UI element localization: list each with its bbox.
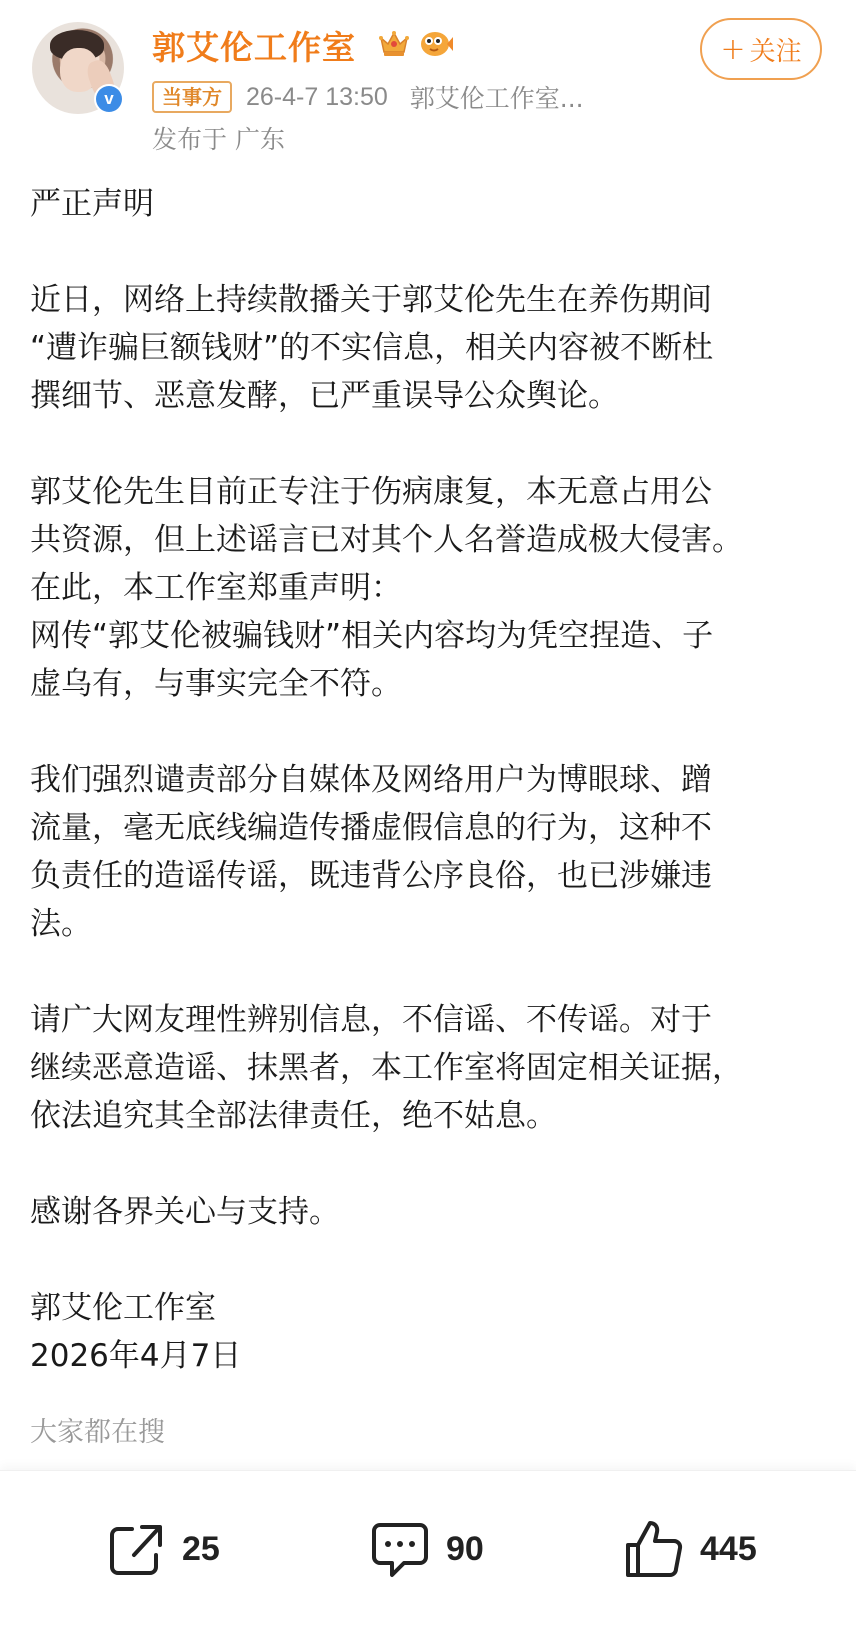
post-content <box>30 180 830 1380</box>
thanks-line: 感谢各界关心与支持。 <box>30 1194 340 1230</box>
share-button[interactable] <box>104 1511 220 1587</box>
statement-title: 严正声明 <box>30 186 154 222</box>
statement-date: 2026年4月7日 <box>30 1338 242 1374</box>
plus-icon: + <box>720 31 746 67</box>
post-location: 发布于 广东 <box>152 125 285 154</box>
post-header <box>0 0 856 160</box>
post-time: 26-4-7 13:50 <box>246 82 388 111</box>
like-icon <box>622 1517 686 1581</box>
paragraph-line: 依法追究其全部法律责任，绝不姑息。 <box>30 1098 557 1134</box>
paragraph-line: 共资源，但上述谣言已对其个人名誉造成极大侵害。 <box>30 522 743 558</box>
verified-icon <box>94 84 124 114</box>
action-bar <box>0 1470 856 1627</box>
trending-search-hint[interactable]: 大家都在搜 <box>30 1417 165 1448</box>
share-count: 25 <box>182 1529 220 1568</box>
paragraph-line: 虚乌有，与事实完全不符。 <box>30 666 402 702</box>
post-meta <box>152 80 584 114</box>
paragraph-line: 近日，网络上持续散播关于郭艾伦先生在养伤期间 <box>30 282 712 318</box>
paragraph-line: “遭诈骗巨额钱财”的不实信息，相关内容被不断杜 <box>30 330 714 366</box>
paragraph-line: 请广大网友理性辨别信息，不信谣、不传谣。对于 <box>30 1002 712 1038</box>
paragraph-line: 撰细节、恶意发酵，已严重误导公众舆论。 <box>30 378 619 414</box>
comment-count: 90 <box>446 1529 484 1568</box>
paragraph-line: 继续恶意造谣、抹黑者，本工作室将固定相关证据， <box>30 1050 743 1086</box>
paragraph-line: 郭艾伦先生目前正专注于伤病康复，本无意占用公 <box>30 474 712 510</box>
paragraph-line: 我们强烈谴责部分自媒体及网络用户为博眼球、蹭 <box>30 762 712 798</box>
like-count: 445 <box>700 1529 757 1568</box>
paragraph-line: 流量，毫无底线编造传播虚假信息的行为，这种不 <box>30 810 712 846</box>
fish-emoji-icon <box>418 26 454 60</box>
paragraph-line: 在此，本工作室郑重声明： <box>30 570 402 606</box>
paragraph-line: 负责任的造谣传谣，既违背公序良俗，也已涉嫌违 <box>30 858 712 894</box>
share-icon <box>104 1517 168 1581</box>
like-button[interactable] <box>622 1511 757 1587</box>
comment-icon <box>368 1517 432 1581</box>
verified-mark: v <box>96 86 122 112</box>
signature: 郭艾伦工作室 <box>30 1290 216 1326</box>
paragraph-line: 法。 <box>30 906 92 942</box>
author-name[interactable]: 郭艾伦工作室 <box>152 28 356 67</box>
post-source: 郭艾伦工作室... <box>409 84 584 113</box>
crown-icon <box>378 28 410 58</box>
party-badge: 当事方 <box>152 81 232 113</box>
follow-button[interactable] <box>700 18 822 80</box>
comment-button[interactable] <box>368 1511 484 1587</box>
paragraph-line: 网传“郭艾伦被骗钱财”相关内容均为凭空捏造、子 <box>30 618 714 654</box>
follow-label: 关注 <box>749 36 802 67</box>
